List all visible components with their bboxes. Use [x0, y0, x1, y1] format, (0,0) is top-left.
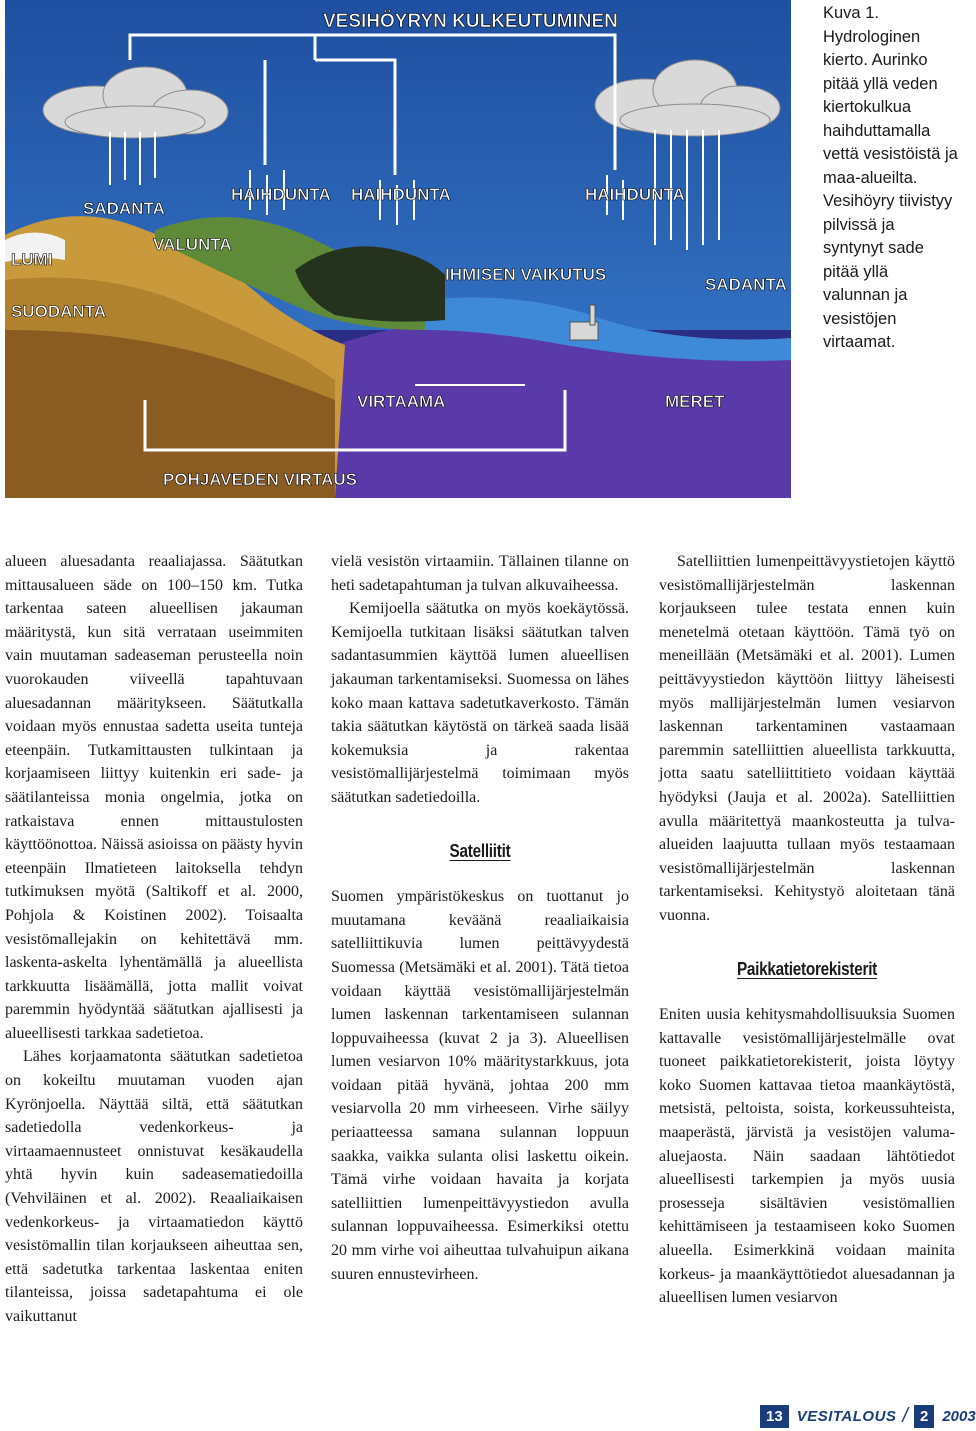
magazine-name: VESITALOUS	[796, 1407, 897, 1425]
label-pohjaveden-virtaus: POHJAVEDEN VIRTAUS	[163, 470, 357, 489]
paragraph: vielä vesistön virtaamiin. Tällainen tilanne on heti sadetapahtuman ja tulvan alkuvaiheessa.	[331, 553, 629, 594]
text-column-1	[5, 550, 303, 1329]
paragraph: Suomen ympäristökeskus on tuottanut jo muutamana keväänä reaaliaikaisia satelliittikuvia lumen peittävyydestä Suomessa (Metsämäki et al. 2001). Tätä tietoa voidaan käyttää vesistömallijärjestelmän lumen laskennan tarkentamiseen sulannan loppuvaiheessa (kuvat 2 ja 3). Alueellisen lumen vesiarvon 10% määritystarkkuus, jota voidaan pitää hyvänä, johtaa 200 mm vesiarvolla 20 mm virheeseen. Virhe säilyy periaatteessa samana sulannan loppuun saakka, vaikka sulanta olisi laskettu oikein. Tämä virhe voidaan havaita ja korjata satelliittien lumenpeittävyystiedon avulla sulannan loppuvaiheessa. Esimerkiksi otettu 20 mm virhe voi aiheuttaa tulvahuipun aikana suuren ennustevirheen.	[331, 888, 629, 1283]
section-heading-satelliitit: Satelliitit	[449, 840, 511, 861]
label-haihdunta-3: HAIHDUNTA	[585, 185, 685, 204]
paragraph: Lähes korjaamatonta säätutkan sadetietoa on kokeiltu muutaman vuoden ajan Kyrönjoella. Näyttää siltä, että säätutkan sadetiedolla vedenkorkeus- ja virtaamaennusteet onnistuvat kesäkaudella yhtä hyvin kuin sadeasematiedoilla (Vehviläinen et al. 2002). Reaaliaikaisen vedenkorkeus- ja virtaamatiedon käyttö vesistömallin tilan korjaukseen aiheuttaa sen, että sadetutka tarkentaa laskentaa eniten tilanteissa, joissa sadetapahtuma ei ole vaikuttanut	[5, 1048, 303, 1325]
label-sadanta-left: SADANTA	[83, 199, 165, 218]
label-meret: MERET	[665, 392, 725, 411]
label-virtaama: VIRTAAMA	[357, 392, 446, 411]
label-haihdunta-2: HAIHDUNTA	[351, 185, 451, 204]
issue-year: 2003	[942, 1407, 976, 1425]
separator: /	[902, 1404, 908, 1427]
paragraph: Kemijoella säätutka on myös koekäytössä. Kemijoella tutkitaan lisäksi säätutkan talven sadantasummien käyttöä lumen alueellisen jakauman tarkentamiseksi. Suomessa on lähes koko maan kattava sadetutkaverkosto. Tämän takia säätutkan käytöstä on tärkeä saada lisää kokemuksia ja rakentaa vesistömallijärjestelmä toimimaan myös säätutkan sadetiedoilla.	[331, 600, 629, 806]
paragraph: alueen aluesadanta reaaliajassa. Säätutkan mittausalueen säde on 100–150 km. Tutka tarkentaa sateen alueellisen jakauman määritystä, kun sitä verrataan useimmiten vain muutaman sadeaseman perusteella noin vuorokauden viiveellä tapahtuvaan aluesadannan määritykseen. Säätutkalla voidaan myös ennustaa sadetta useita tunteja eteenpäin. Tutkamittausten tulkintaan ja korjaamiseen liittyy kuitenkin eri sade- ja säätilanteissa monia ongelmia, jotka on ratkaistava ennen mittaustulosten käyttöönottoa. Näissä asioissa on päästy hyvin eteenpäin Ilmatieteen laitoksella tehdyn tutkimuksen myötä (Saltikoff et al. 2000, Pohjola & Koistinen 2002). Toisaalta vesistömallejakin on kehitettävä mm. laskenta-askelta lyhentämällä ja alueellista tarkkuutta lisäämällä, jotta mallit voivat paremmin hyödyntää säätutkan ajallisesti ja alueellisesti tarkkaa sadetietoa.	[5, 553, 303, 1042]
label-valunta: VALUNTA	[153, 235, 232, 254]
label-ihmisen-vaikutus: IHMISEN VAIKUTUS	[445, 265, 607, 284]
label-suodanta: SUODANTA	[11, 302, 107, 321]
paragraph: Satelliittien lumenpeittävyystietojen käyttö vesistömallijärjestelmän laskennan korjaukseen tulee testata ennen kuin menetelmä otetaan käyttöön. Tämä työ on meneillään (Metsämäki et al. 2001). Lumen peittävyystiedon käyttöön liittyy läheisesti myös mallijärjestelmän lumen vesiarvon laskennan tarkentaminen vastaamaan paremmin satelliittien alueellista tarkkuutta, jotta saatu satelliittitieto voidaan käyttää hyödyksi (Jauja et al. 2002a). Satelliittien avulla määritettyä maankosteutta ja tulva-alueiden laajuutta tullaan myös testaamaan vesistömallijärjestelmän laskennan tarkentamiseksi. Kehitystyö aloitetaan tänä vuonna.	[659, 553, 955, 924]
label-lumi: LUMI	[11, 250, 53, 269]
label-sadanta-right: SADANTA	[705, 275, 787, 294]
label-haihdunta-1: HAIHDUNTA	[231, 185, 331, 204]
page-footer	[760, 1402, 976, 1430]
text-column-2	[331, 550, 629, 1286]
page-number: 13	[760, 1405, 789, 1428]
text-column-3	[659, 550, 955, 1310]
hydrologic-cycle-figure	[5, 0, 791, 498]
section-heading-paikkatietorekisterit: Paikkatietorekisterit	[736, 958, 878, 979]
issue-number: 2	[914, 1405, 934, 1428]
paragraph: Eniten uusia kehitysmahdollisuuksia Suomen kattavalle vesistömallijärjestelmälle ovat tuoneet paikkatietorekisterit, joista löytyy koko Suomen kattavaa tietoa maankäytöstä, metsistä, peltoista, soista, korkeussuhteista, maaperästä, järvistä ja vesistöjen valuma-aluejaosta. Näin saadaan lähtötiedot alueellisesti tarkempien ja myös uusia prosesseja sisältävien vesistömallien kehittämiseen ja testaamiseen koko Suomen alueella. Esimerkkinä voidaan mainita korkeus- ja maankäyttötiedot aluesadannan ja alueellisen lumen vesiarvon	[659, 1006, 955, 1307]
label-vesihoyryn-kulkeutuminen: VESIHÖYRYN KULKEUTUMINEN	[323, 11, 618, 32]
figure-caption: Kuva 1. Hydrologinen kierto. Aurinko pitää yllä veden kiertokulkua haihduttamalla vettä vesistöistä ja maa-alueilta. Vesihöyry tiivistyy pilvissä ja syntynyt sade pitää yllä valunnan ja vesistöjen virtaamat.	[823, 4, 958, 351]
